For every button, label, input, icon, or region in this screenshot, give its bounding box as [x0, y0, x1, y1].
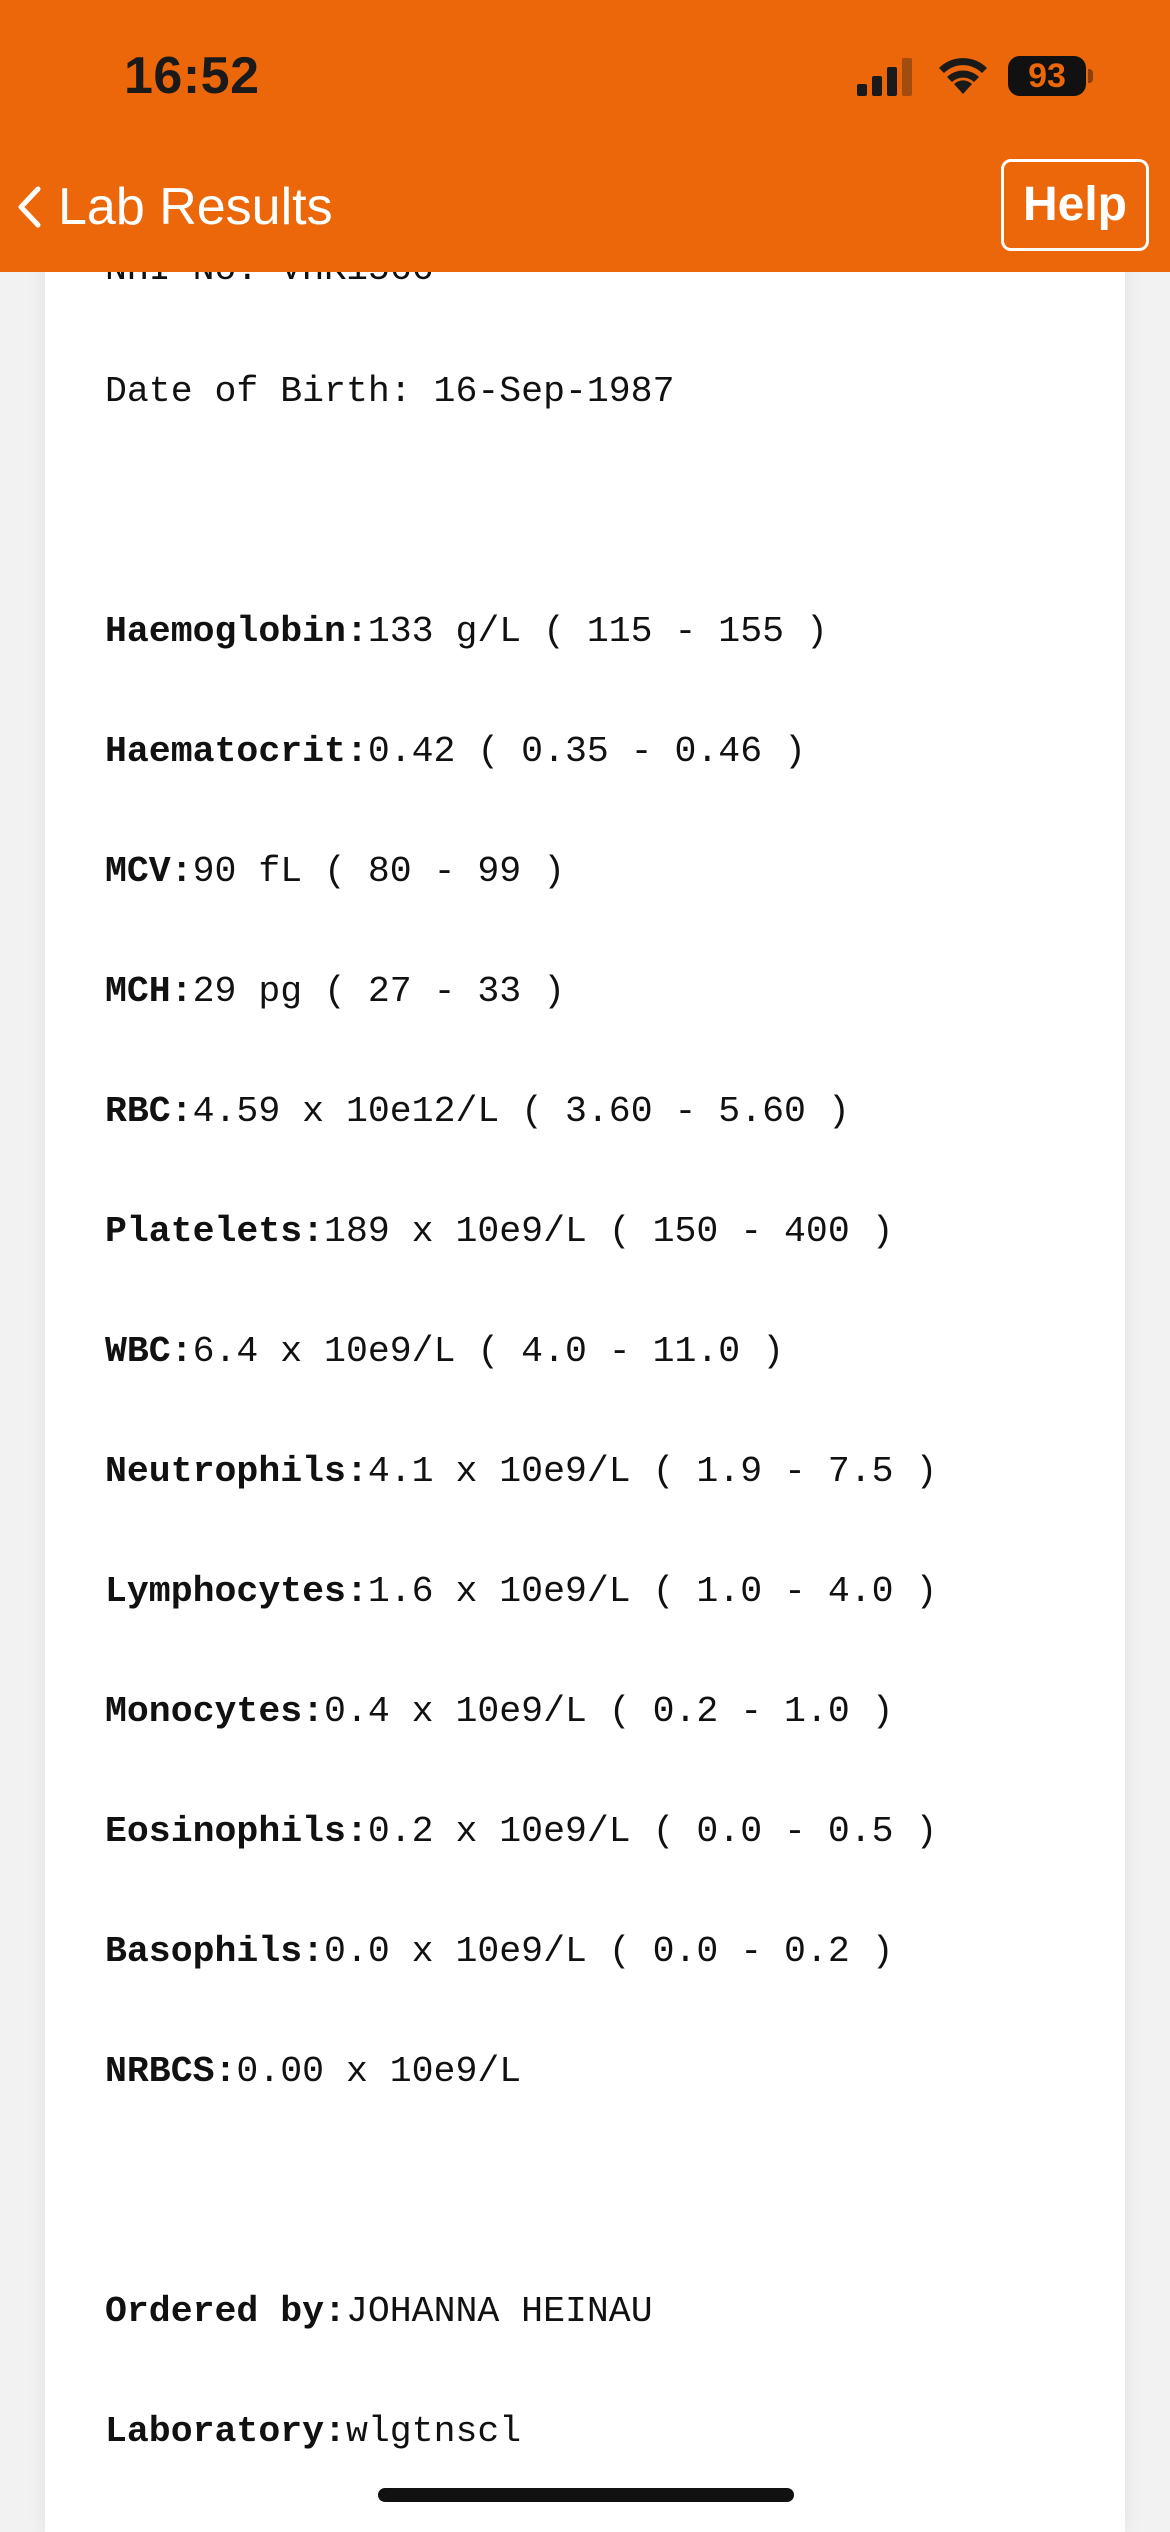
result-value: 189 x 10e9/L ( 150 - 400 ) — [324, 1211, 894, 1252]
battery-icon: 93 — [1008, 56, 1086, 96]
ordered-by-value: JOHANNA HEINAU — [345, 2291, 653, 2332]
result-label: WBC: — [105, 1331, 193, 1372]
result-value: 0.4 x 10e9/L ( 0.2 - 1.0 ) — [324, 1691, 894, 1732]
result-haemoglobin — [105, 610, 828, 654]
laboratory — [105, 2410, 521, 2454]
result-value: 4.1 x 10e9/L ( 1.9 - 7.5 ) — [367, 1451, 938, 1492]
laboratory-value: wlgtnscl — [345, 2411, 522, 2452]
result-monocytes — [105, 1690, 894, 1734]
result-wbc — [105, 1330, 784, 1374]
ordered-by-label: Ordered by: — [105, 2291, 346, 2332]
result-label: MCH: — [105, 971, 193, 1012]
help-button[interactable]: Help — [1001, 159, 1149, 251]
back-button[interactable] — [14, 172, 333, 242]
result-label: NRBCS: — [105, 2051, 237, 2092]
result-label: Eosinophils: — [105, 1811, 368, 1852]
result-value: 0.00 x 10e9/L — [236, 2051, 522, 2092]
home-indicator[interactable] — [378, 2488, 794, 2502]
ordered-by — [105, 2290, 653, 2334]
back-label: Lab Results — [58, 178, 333, 236]
result-mcv — [105, 850, 565, 894]
result-lymphocytes — [105, 1570, 937, 1614]
result-value: 1.6 x 10e9/L ( 1.0 - 4.0 ) — [367, 1571, 938, 1612]
result-rbc — [105, 1090, 850, 1134]
result-label: Lymphocytes: — [105, 1571, 368, 1612]
date-of-birth: Date of Birth: 16-Sep-1987 — [105, 371, 675, 412]
result-label: Platelets: — [105, 1211, 325, 1252]
result-value: 29 pg ( 27 - 33 ) — [192, 971, 565, 1012]
result-value: 0.2 x 10e9/L ( 0.0 - 0.5 ) — [367, 1811, 938, 1852]
result-basophils — [105, 1930, 894, 1974]
result-value: 0.0 x 10e9/L ( 0.0 - 0.2 ) — [324, 1931, 894, 1972]
result-label: Haemoglobin: — [105, 611, 368, 652]
result-eosinophils — [105, 1810, 937, 1854]
result-value: 4.59 x 10e12/L ( 3.60 - 5.60 ) — [192, 1091, 850, 1132]
result-label: MCV: — [105, 851, 193, 892]
result-label: Basophils: — [105, 1931, 325, 1972]
chevron-left-icon — [14, 184, 44, 230]
result-mch — [105, 970, 565, 1014]
result-nrbcs — [105, 2050, 521, 2094]
result-haematocrit — [105, 730, 806, 774]
battery-tip — [1088, 69, 1093, 83]
status-time: 16:52 — [124, 47, 260, 105]
result-label: RBC: — [105, 1091, 193, 1132]
result-label: Monocytes: — [105, 1691, 325, 1732]
result-label: Haematocrit: — [105, 731, 368, 772]
app-header — [0, 0, 1170, 272]
result-label: Neutrophils: — [105, 1451, 368, 1492]
laboratory-label: Laboratory: — [105, 2411, 346, 2452]
result-neutrophils — [105, 1450, 937, 1494]
wifi-icon — [935, 54, 991, 96]
result-value: 6.4 x 10e9/L ( 4.0 - 11.0 ) — [192, 1331, 785, 1372]
result-value: 133 g/L ( 115 - 155 ) — [367, 611, 828, 652]
result-platelets — [105, 1210, 894, 1254]
result-value: 0.42 ( 0.35 - 0.46 ) — [367, 731, 806, 772]
cellular-signal-icon — [855, 56, 915, 96]
result-value: 90 fL ( 80 - 99 ) — [192, 851, 565, 892]
